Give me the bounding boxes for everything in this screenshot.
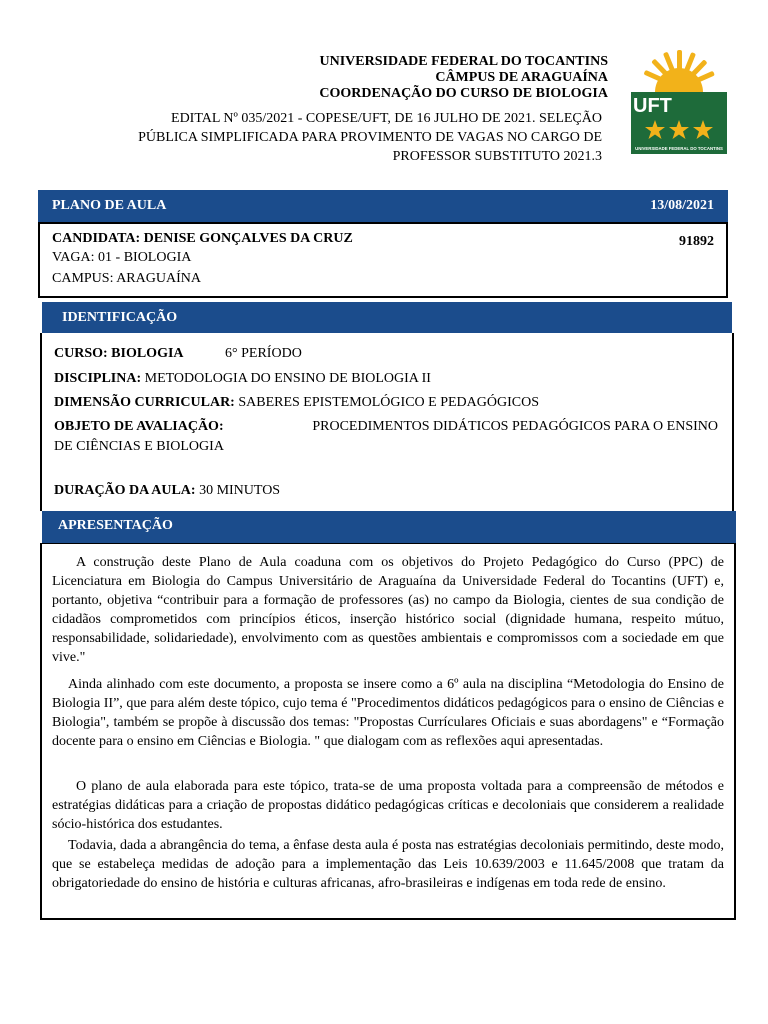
paragraph-4: Todavia, dada a abrangência do tema, a ênfase desta aula é posta nas estratégias decoloniais permitindo, deste modo, que se estabeleça medidas de adoção para a implementação das Leis 10.639/2003 e 11.645/2008 que tratam da obrigatoriedade do ensino de história e culturas africanas, afro-brasileiras e indígenas em toda rede de ensino.: [52, 838, 724, 891]
duracao-value: 30 MINUTOS: [199, 483, 281, 498]
dimensao-label: DIMENSÃO CURRICULAR:: [54, 395, 235, 410]
objeto-value-line-2: DE CIÊNCIAS E BIOLOGIA: [54, 439, 224, 454]
candidate-box: [38, 222, 728, 298]
paragraph-2: Ainda alinhado com este documento, a proposta se insere como a 6º aula na disciplina “Metodologia do Ensino de Biologia II”, que para além deste tópico, cujo tema é "Procedimentos didáticos pedagógicos para o ensino de Ciências e Biologia", também se propõe à discussão dos temas: "Propostas Currículares Oficiais e suas abordagens" e “Formação docente para o ensino em Ciências e Biologia. " que dialogam com as reflexões aqui apresentadas.: [52, 677, 724, 749]
plano-date: 13/08/2021: [650, 198, 714, 213]
edital-title: [42, 109, 602, 166]
objeto-label: OBJETO DE AVALIAÇÃO:: [54, 419, 224, 434]
campus-name: CÂMPUS DE ARAGUAÍNA: [435, 70, 608, 85]
identificacao-box: [40, 333, 734, 511]
campus-text: CAMPUS: ARAGUAÍNA: [52, 271, 201, 286]
disciplina-value: METODOLOGIA DO ENSINO DE BIOLOGIA II: [144, 371, 431, 386]
disciplina-line: [54, 371, 431, 387]
apresentacao-box: [40, 543, 736, 920]
university-name: UNIVERSIDADE FEDERAL DO TOCANTINS: [319, 54, 608, 69]
paragraph-1: A construção deste Plano de Aula coaduna com os objetivos do Projeto Pedagógico do Curso (PPC) de Licenciatura em Biologia do Campus Universitário de Araguaína da Universidade Federal do Tocantins (UFT) e, portanto, objetiva “contribuir para a formação de professores (as) no campo da Biologia, cientes de sua condição de cidadãos comprometidos com princípios éticos, inserção histórico social (dignidade humana, respeito mútuo, responsabilidade, solidariedade), envolvimento com as questões ambientais e compromissos com a sociedade em que vive.": [52, 555, 724, 665]
objeto-line: [54, 419, 718, 435]
plano-header-bar: [38, 190, 728, 222]
identificacao-header-bar: [42, 302, 732, 333]
coordination-name: COORDENAÇÃO DO CURSO DE BIOLOGIA: [319, 86, 608, 101]
edital-line-1: EDITAL Nº 035/2021 - COPESE/UFT, DE 16 JULHO DE 2021. SELEÇÃO: [171, 111, 602, 126]
dimensao-value: SABERES EPISTEMOLÓGICO E PEDAGÓGICOS: [238, 395, 539, 410]
svg-text:UNIVERSIDADE FEDERAL DO TOCANT: UNIVERSIDADE FEDERAL DO TOCANTINS: [635, 146, 723, 151]
objeto-value-line-1: PROCEDIMENTOS DIDÁTICOS PEDAGÓGICOS PARA O ENSINO: [312, 419, 718, 434]
candidate-name: CANDIDATA: DENISE GONÇALVES DA CRUZ: [52, 231, 353, 246]
dimensao-line: [54, 395, 539, 411]
edital-line-2: PÚBLICA SIMPLIFICADA PARA PROVIMENTO DE VAGAS NO CARGO DE: [138, 130, 602, 145]
curso-label: CURSO: BIOLOGIA: [54, 346, 184, 361]
duracao-line: [54, 483, 280, 499]
uft-logo: [625, 48, 733, 162]
disciplina-label: DISCIPLINA:: [54, 371, 142, 386]
apresentacao-title: APRESENTAÇÃO: [58, 518, 173, 533]
periodo-value: 6° PERÍODO: [225, 346, 302, 361]
apresentacao-header-bar: [42, 511, 736, 543]
institution-header: [319, 54, 608, 102]
candidate-number: 91892: [679, 234, 714, 249]
paragraph-3: O plano de aula elaborada para este tópico, trata-se de uma proposta voltada para a compreensão de métodos e estratégias didáticas para a criação de propostas didático pedagógicas críticas e decoloniais que considerem a realidade sócio-histórica dos estudantes.: [52, 779, 724, 832]
plano-title: PLANO DE AULA: [52, 198, 167, 213]
curso-line: [54, 346, 302, 362]
duracao-label: DURAÇÃO DA AULA:: [54, 483, 196, 498]
vaga-text: VAGA: 01 - BIOLOGIA: [52, 250, 192, 265]
svg-text:UFT: UFT: [633, 95, 672, 117]
identificacao-title: IDENTIFICAÇÃO: [62, 310, 178, 325]
edital-line-3: PROFESSOR SUBSTITUTO 2021.3: [392, 149, 602, 164]
